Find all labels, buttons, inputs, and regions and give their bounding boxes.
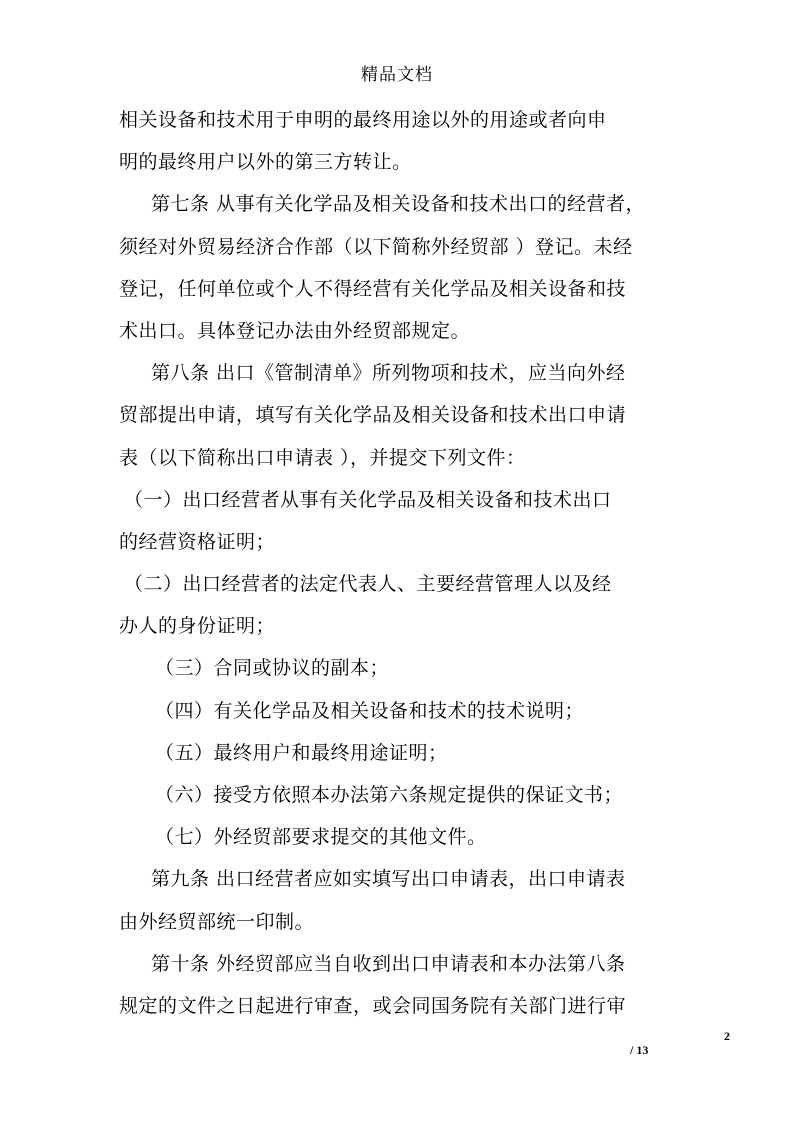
list-item: （二）出口经营者的法定代表人、主要经营管理人以及经 bbox=[124, 573, 612, 596]
article-9-heading: 第九条 出口经营者应如实填写出口申请表，出口申请表 bbox=[151, 868, 626, 891]
text-line: 办人的身份证明； bbox=[119, 615, 276, 638]
list-item: （一）出口经营者从事有关化学品及相关设备和技术出口 bbox=[124, 488, 612, 511]
list-item: （三）合同或协议的副本； bbox=[155, 657, 390, 680]
article-10-heading: 第十条 外经贸部应当自收到出口申请表和本办法第八条 bbox=[151, 952, 626, 975]
text-line: 术出口。具体登记办法由外经贸部规定。 bbox=[119, 319, 471, 342]
text-line: 登记，任何单位或个人不得经营有关化学品及相关设备和技 bbox=[119, 277, 627, 300]
page-header: 精品文档 bbox=[361, 65, 433, 85]
document-body bbox=[119, 99, 679, 1027]
text-line: 须经对外贸易经济合作部（以下简称外经贸部 ）登记。未经 bbox=[119, 235, 633, 258]
text-line: 规定的文件之日起进行审查，或会同国务院有关部门进行审 bbox=[119, 994, 627, 1017]
list-item: （六）接受方依照本办法第六条规定提供的保证文书； bbox=[155, 784, 624, 806]
page-number: 2 bbox=[724, 1029, 730, 1043]
article-8-heading: 第八条 出口《管制清单》所列物项和技术，应当向外经 bbox=[151, 362, 626, 385]
article-7-heading: 第七条 从事有关化学品及相关设备和技术出口的经营者， bbox=[151, 193, 646, 216]
list-item: （七）外经贸部要求提交的其他文件。 bbox=[155, 826, 487, 849]
text-line: 的经营资格证明； bbox=[119, 530, 276, 553]
list-item: （四）有关化学品及相关设备和技术的技术说明； bbox=[155, 699, 585, 722]
text-line: 相关设备和技术用于申明的最终用途以外的用途或者向申 bbox=[119, 109, 607, 131]
page-total: / 13 bbox=[630, 1043, 649, 1057]
text-line: 贸部提出申请，填写有关化学品及相关设备和技术出口申请 bbox=[119, 404, 627, 427]
text-line: 由外经贸部统一印制。 bbox=[119, 910, 315, 933]
text-line: 表（以下简称出口申请表 ），并提交下列文件： bbox=[119, 446, 526, 469]
text-line: 明的最终用户以外的第三方转让。 bbox=[119, 151, 412, 174]
list-item: （五）最终用户和最终用途证明； bbox=[155, 741, 448, 764]
